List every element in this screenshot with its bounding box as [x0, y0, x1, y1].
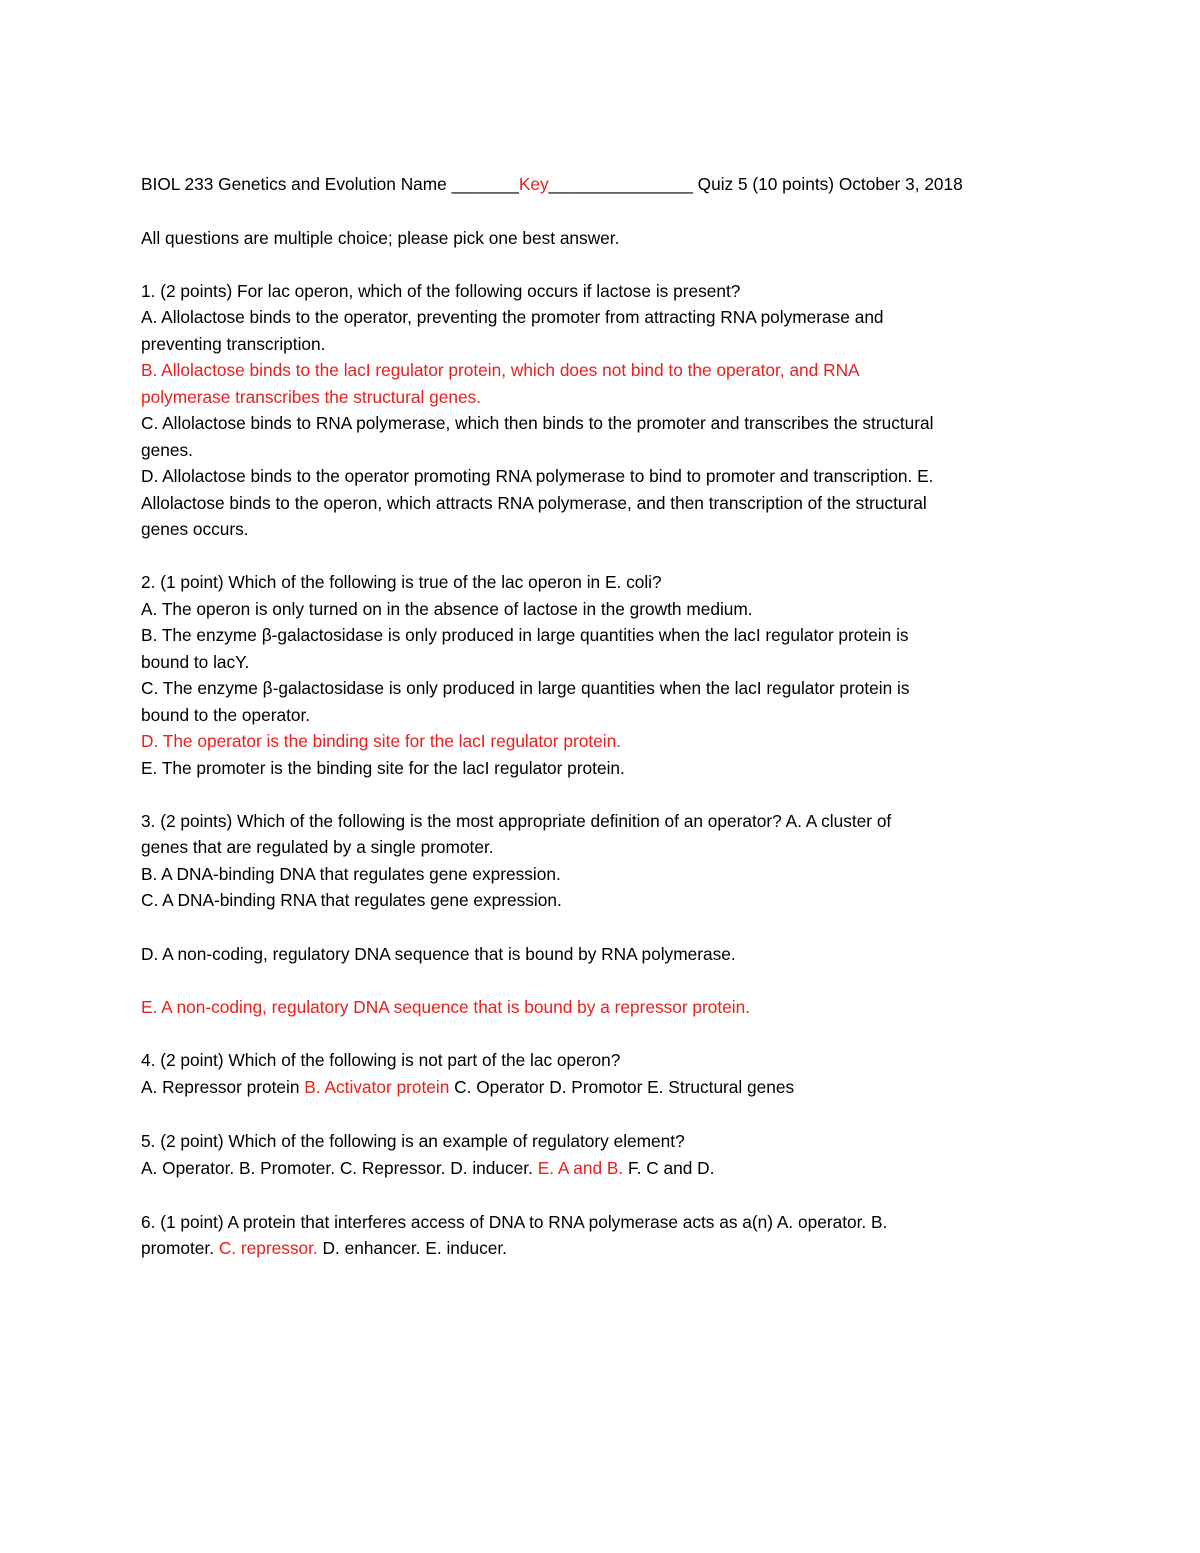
question-5-options: [141, 1155, 714, 1182]
question-1-option-e: Allolactose binds to the operon, which attracts RNA polymerase, and then transcription of the structural: [141, 493, 927, 513]
question-6-options-before: promoter.: [141, 1238, 219, 1258]
question-3-option-d: D. A non-coding, regulatory DNA sequence that is bound by RNA polymerase.: [141, 944, 736, 964]
question-6-option-c-answer: C. repressor.: [218, 1238, 318, 1258]
question-3-option-a-cont: genes that are regulated by a single promoter.: [141, 837, 494, 857]
question-5-stem: 5. (2 point) Which of the following is an example of regulatory element?: [141, 1131, 685, 1151]
question-6-options-after: D. enhancer. E. inducer.: [317, 1238, 507, 1258]
question-6-options: [141, 1235, 507, 1262]
question-1-option-c-cont: genes.: [141, 440, 193, 460]
question-3-option-c: C. A DNA-binding RNA that regulates gene expression.: [141, 890, 562, 910]
question-2-option-b: B. The enzyme β-galactosidase is only produced in large quantities when the lacI regulator protein is: [141, 625, 909, 645]
question-2-option-b-cont: bound to lacY.: [141, 652, 250, 672]
question-4-option-a: A. Repressor protein: [141, 1077, 305, 1097]
question-1-option-b-answer: B. Allolactose binds to the lacI regulator protein, which does not bind to the operator, and RNA: [141, 360, 860, 380]
question-1-option-c: C. Allolactose binds to RNA polymerase, which then binds to the promoter and transcribes the structural: [141, 413, 934, 433]
question-5-options-after: F. C and D.: [623, 1158, 715, 1178]
question-4-options: [141, 1074, 794, 1101]
question-6-stem: 6. (1 point) A protein that interferes access of DNA to RNA polymerase acts as a(n) A. operator. B.: [141, 1212, 888, 1232]
question-2-option-d-answer: D. The operator is the binding site for the lacI regulator protein.: [141, 731, 621, 751]
question-5-option-e-answer: E. A and B.: [537, 1158, 624, 1178]
question-2-option-a: A. The operon is only turned on in the absence of lactose in the growth medium.: [141, 599, 753, 619]
header-course: BIOL 233 Genetics and Evolution Name _______: [141, 174, 519, 194]
instructions: All questions are multiple choice; please pick one best answer.: [141, 228, 620, 248]
question-2-option-e: E. The promoter is the binding site for the lacI regulator protein.: [141, 758, 625, 778]
header-key-label: Key: [518, 174, 549, 194]
question-1-option-b-answer-cont: polymerase transcribes the structural genes.: [141, 387, 482, 407]
question-2-option-c-cont: bound to the operator.: [141, 705, 311, 725]
quiz-header: [141, 171, 963, 198]
question-4-options-rest: C. Operator D. Promotor E. Structural genes: [449, 1077, 795, 1097]
question-4-stem: 4. (2 point) Which of the following is not part of the lac operon?: [141, 1050, 621, 1070]
header-trail: _______________ Quiz 5 (10 points) October 3, 2018: [548, 174, 963, 194]
question-1-option-a-cont: preventing transcription.: [141, 334, 326, 354]
question-3-option-e-answer: E. A non-coding, regulatory DNA sequence that is bound by a repressor protein.: [141, 997, 751, 1017]
question-1-option-e-cont: genes occurs.: [141, 519, 249, 539]
question-3-stem: 3. (2 points) Which of the following is the most appropriate definition of an operator? A. A cluster of: [141, 811, 892, 831]
question-4-option-b-answer: B. Activator protein: [304, 1077, 450, 1097]
question-5-options-before: A. Operator. B. Promoter. C. Repressor. D. inducer.: [141, 1158, 538, 1178]
question-1-option-a: A. Allolactose binds to the operator, preventing the promoter from attracting RNA polymerase and: [141, 307, 884, 327]
question-2-stem: 2. (1 point) Which of the following is true of the lac operon in E. coli?: [141, 572, 662, 592]
question-3-option-b: B. A DNA-binding DNA that regulates gene expression.: [141, 864, 561, 884]
question-2-option-c: C. The enzyme β-galactosidase is only produced in large quantities when the lacI regulator protein is: [141, 678, 910, 698]
question-1-stem: 1. (2 points) For lac operon, which of the following occurs if lactose is present?: [141, 281, 741, 301]
question-1-option-d: D. Allolactose binds to the operator promoting RNA polymerase to bind to promoter and transcription. E.: [141, 466, 934, 486]
